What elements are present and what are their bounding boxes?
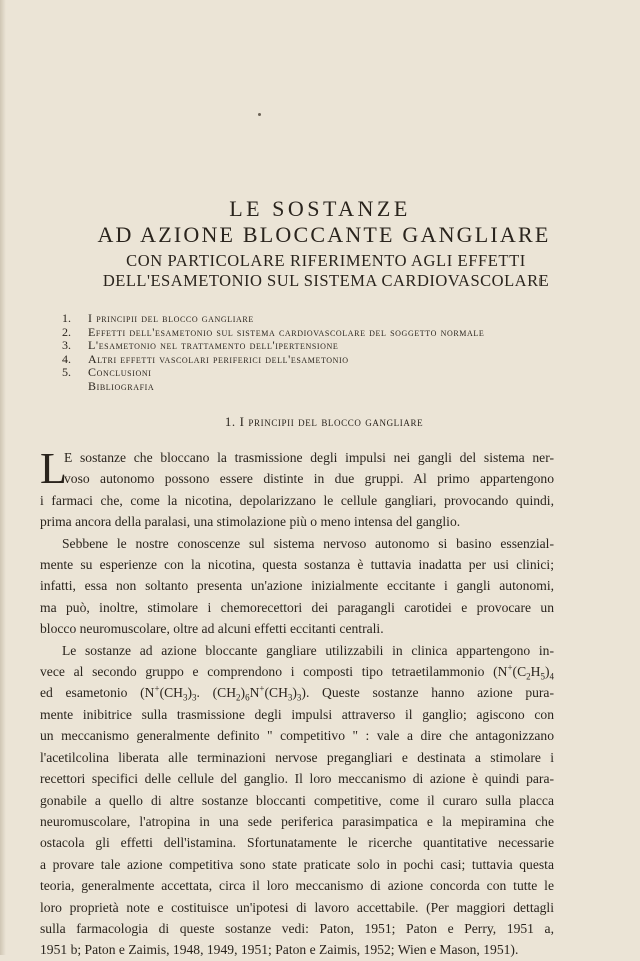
- drop-cap: L: [40, 444, 67, 493]
- text-line: teoria, generalmente accettata, circa il loro meccanismo di azione concorda con tutte le: [40, 878, 554, 894]
- toc-item-number: 5.: [62, 365, 71, 380]
- text-line: infatti, essa non soltanto presenta un'azione inizialmente eccitante i gangli autonomi,: [40, 578, 554, 594]
- paragraph: [40, 533, 554, 640]
- toc-item: [62, 312, 552, 326]
- text-line-formula: vece al secondo gruppo e comprendono i composti tipo tetraetilammonio ($N^+(C_2H_5)_4$: [40, 662, 554, 682]
- toc-item-label: I principii del blocco gangliare: [88, 311, 254, 325]
- text-line: gonabile a quello di altre sostanze bloccanti competitive, come il curaro sulla placca: [40, 792, 554, 808]
- text-line: Le sostanze ad azione bloccante gangliare utilizzabili in clinica appartengono in-: [62, 642, 554, 658]
- text-line: recettori specifici delle cellule del ganglio. Il loro meccanismo di azione è quindi para-: [40, 771, 554, 787]
- text-line: prima ancora della paralasi, una stimolazione più o meno intensa del ganglio.: [40, 514, 461, 530]
- text-line: voso autonomo possono essere distinte in due gruppi. Al primo appartengono: [64, 471, 554, 487]
- title-line-1: LE SOSTANZE: [229, 196, 411, 221]
- text-line: ma può, inoltre, stimolare i chemorecettori dei paragangli carotidei e provocare un: [40, 599, 554, 615]
- toc-item-label: Effetti dell'esametonio sul sistema cardiovascolare del soggetto normale: [88, 324, 485, 339]
- text-line: mente inibitrice sulla trasmissione degli impulsi attraverso il ganglio; agiscono con: [40, 706, 554, 722]
- title-line-2: AD AZIONE BLOCCANTE GANGLIARE: [97, 222, 551, 247]
- subtitle-line-2: DELL'ESAMETONIO SUL SISTEMA CARDIOVASCOLARE: [102, 271, 550, 290]
- text-line: ostacola gli effetti dell'istamina. Sfortunatamente le ricerche quantitative necessarie: [40, 835, 554, 851]
- toc-item-label: Conclusioni: [88, 365, 152, 380]
- paragraph: [40, 640, 554, 961]
- toc-item: [62, 366, 552, 380]
- toc-item-label: L'esametonio nel trattamento dell'ipertensione: [88, 338, 339, 353]
- text-line: mente su esperienze con la nicotina, questa sostanza è tuttavia inadatta per usi clinici;: [40, 557, 554, 573]
- section-number: 1.: [224, 414, 236, 429]
- toc-item-number: 2.: [62, 324, 71, 339]
- toc-item-number: 1.: [62, 311, 71, 325]
- subtitle-line-1: CON PARTICOLARE RIFERIMENTO AGLI EFFETTI: [126, 251, 526, 270]
- article-title: [0, 196, 640, 291]
- text-line: neuromuscolare, l'atropina in una sede periferica parasimpatica e la mepiramina che: [40, 813, 554, 829]
- body-text: [40, 444, 554, 961]
- table-of-contents: [62, 312, 552, 394]
- text-line: a provare tale azione competitiva sono state praticate solo in pochi casi; tuttavia questa: [40, 856, 554, 872]
- text-line: un meccanismo generalmente definito " competitivo " : vale a dire che antagonizzano: [40, 728, 554, 744]
- text-line: l'acetilcolina liberata alle terminazioni nervose pregangliari e destinata a stimolare i: [40, 749, 554, 765]
- section-heading: [0, 414, 640, 430]
- toc-item: [62, 339, 552, 353]
- text-line: sulla farmacologia di queste sostanze vedi: Paton, 1951; Paton e Perry, 1951 a,: [40, 920, 554, 936]
- text-line: blocco neuromuscolare, oltre ad alcuni effetti eccitanti centrali.: [40, 621, 384, 637]
- toc-item-number: 3.: [62, 338, 71, 353]
- text-line: E sostanze che bloccano la trasmissione degli impulsi nei gangli del sistema ner-: [64, 450, 554, 465]
- toc-item-label: Altri effetti vascolari periferici dell'esametonio: [88, 351, 349, 366]
- text-line: loro proprietà note e costituisce un'ipotesi di lavoro accettabile. (Per maggiori dettagli: [40, 899, 554, 915]
- ink-speck: [258, 113, 261, 116]
- page-edge: [0, 0, 6, 955]
- paragraph: [40, 444, 554, 533]
- section-title: I principii del blocco gangliare: [239, 414, 424, 429]
- text-line: i farmaci che, come la nicotina, depolarizzano le cellule gangliari, provocando quindi,: [40, 492, 554, 508]
- text-line: 1951 b; Paton e Zaimis, 1948, 1949, 1951; Paton e Zaimis, 1952; Wien e Mason, 1951).: [40, 942, 519, 958]
- text-line: Sebbene le nostre conoscenze sul sistema nervoso autonomo si basino essenzial-: [62, 535, 554, 551]
- toc-item-label: Bibliografia: [88, 378, 155, 393]
- toc-item: [62, 326, 552, 340]
- toc-item: [62, 353, 552, 367]
- toc-item-bibliography: [62, 380, 552, 394]
- toc-item-number: 4.: [62, 351, 71, 366]
- text-line-formula: ed esametonio ($N^+(CH_3)_3$. $(CH_2)_6N^+(CH_3)_3$). Queste sostanze hanno azione pura-: [40, 683, 554, 704]
